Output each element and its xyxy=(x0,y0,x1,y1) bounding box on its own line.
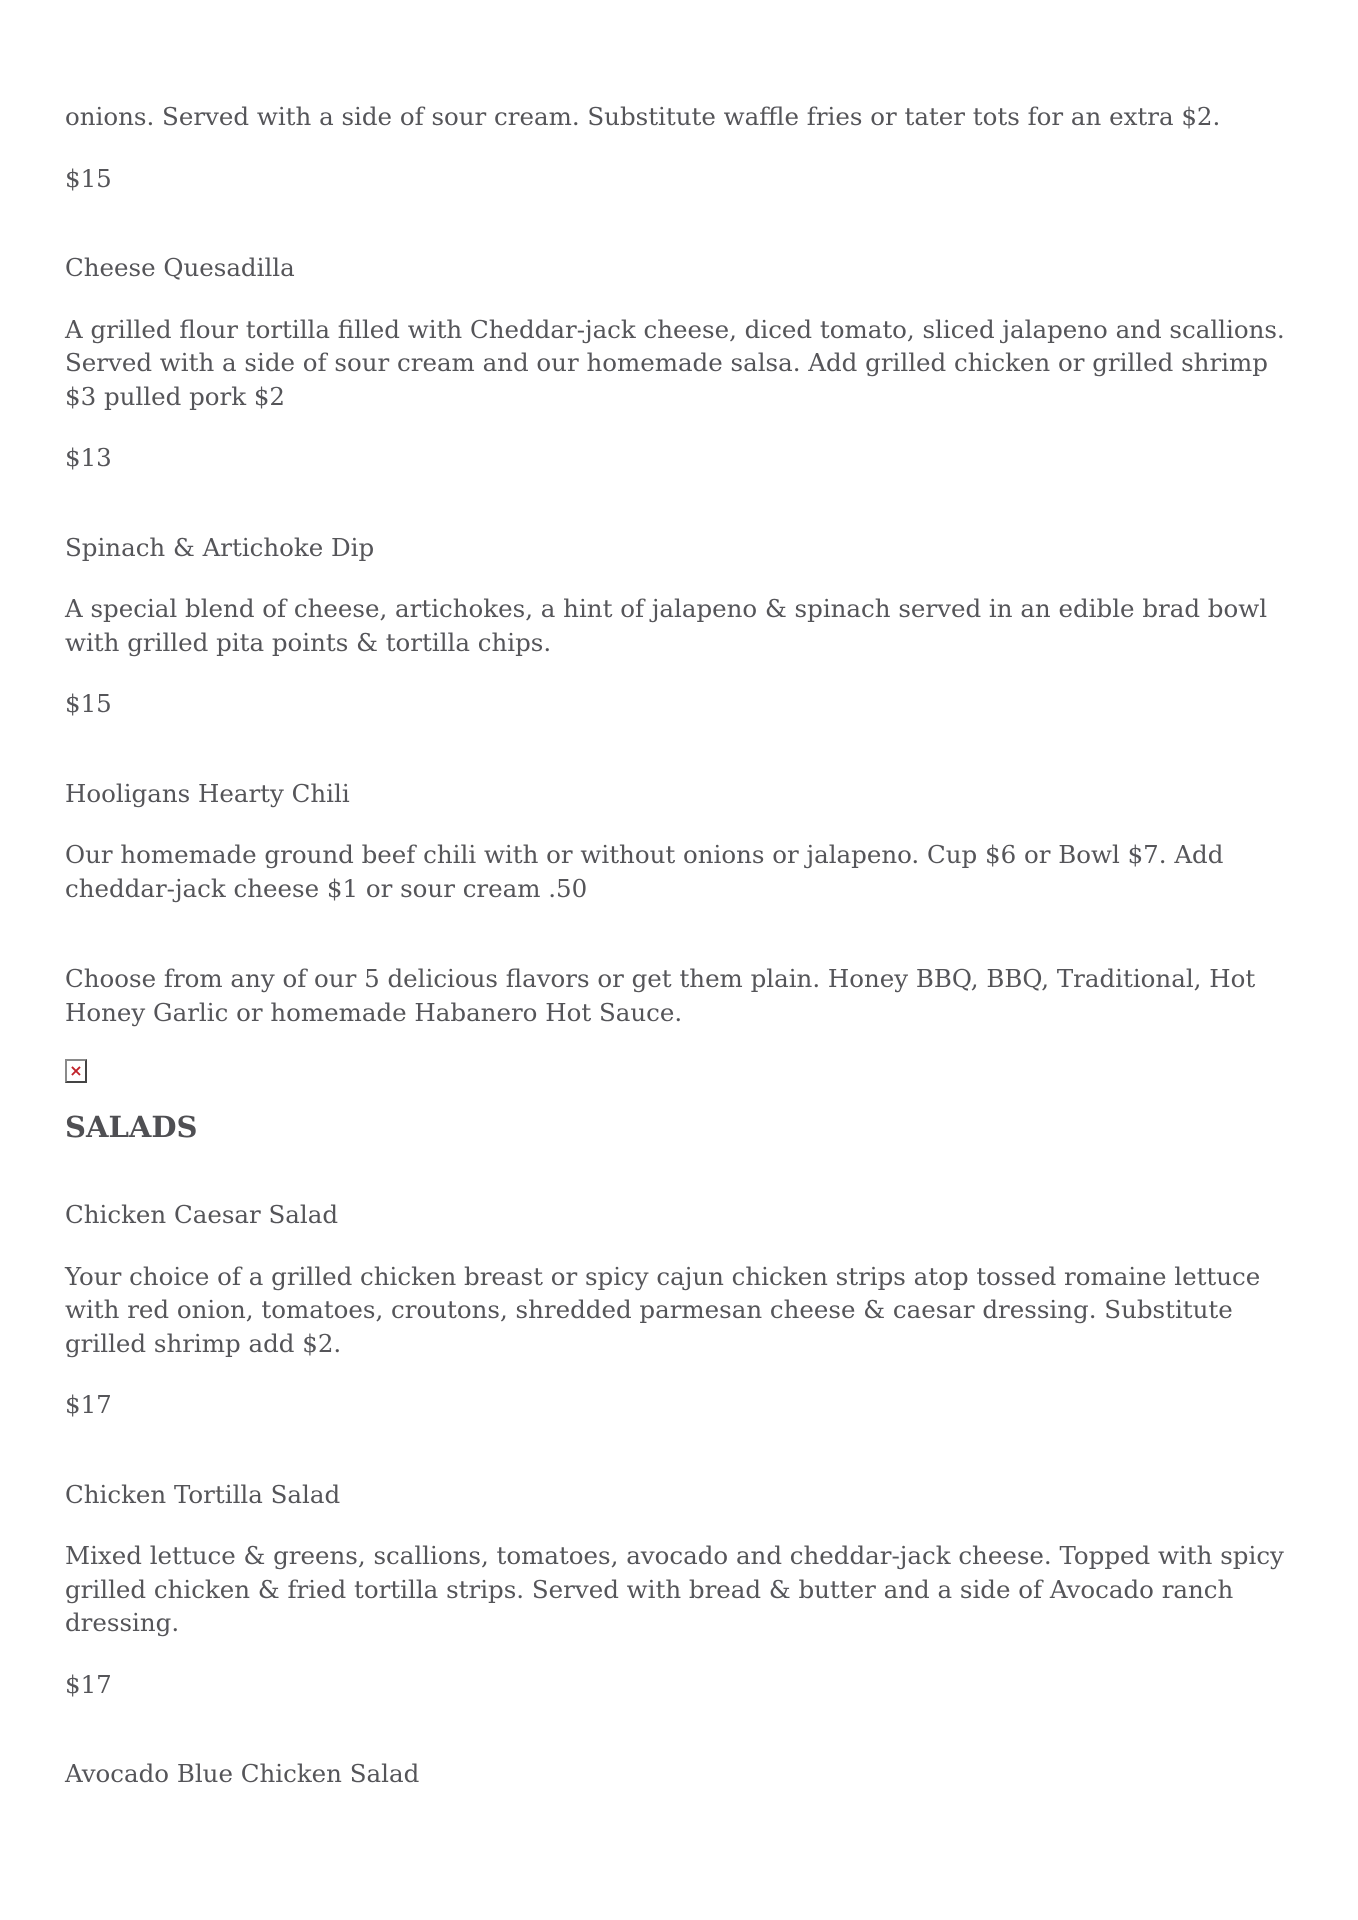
menu-item-description: A grilled flour tortilla filled with Cheddar-jack cheese, diced tomato, sliced jalapeno and scallions. Served with a side of sour cream and our homemade salsa. Add grilled chicken or grilled shrimp $3 pulled pork $2 xyxy=(65,314,1285,411)
section-title-salads: SALADS xyxy=(65,1110,198,1144)
menu-item-name: Chicken Caesar Salad xyxy=(65,1200,339,1229)
menu-page xyxy=(65,100,1305,1791)
menu-item-name: Hooligans Hearty Chili xyxy=(65,778,350,808)
menu-item-price: $17 xyxy=(65,1669,112,1699)
menu-item-name: Chicken Tortilla Salad xyxy=(65,1479,341,1509)
menu-item-description: Mixed lettuce & greens, scallions, tomatoes, avocado and cheddar-jack cheese. Topped with spicy grilled chicken & fried tortilla strips. Served with bread & butter and a side of Avocado ranch dressing. xyxy=(65,1541,1284,1637)
intro-description: onions. Served with a side of sour cream. Substitute waffle fries or tater tots for an extra $2. xyxy=(65,102,1221,131)
wings-description: Choose from any of our 5 delicious flavors or get them plain. Honey BBQ, BBQ, Traditional, Hot Honey Garlic or homemade Habanero Hot Sauce. xyxy=(65,964,1256,1027)
intro-price: $15 xyxy=(65,163,112,193)
menu-item-description: A special blend of cheese, artichokes, a hint of jalapeno & spinach served in an edible brad bowl with grilled pita points & tortilla chips. xyxy=(65,594,1268,657)
menu-item-name: Spinach & Artichoke Dip xyxy=(65,532,375,562)
menu-item-name: Avocado Blue Chicken Salad xyxy=(65,1759,420,1788)
menu-item-name: Cheese Quesadilla xyxy=(65,253,295,282)
menu-item-description: Your choice of a grilled chicken breast or spicy cajun chicken strips atop tossed romaine lettuce with red onion, tomatoes, croutons, shredded parmesan cheese & caesar dressing. Substitute grilled shrimp add $2. xyxy=(65,1261,1261,1358)
menu-item-price: $15 xyxy=(65,689,112,718)
menu-item-price: $17 xyxy=(65,1390,112,1419)
menu-item-price: $13 xyxy=(65,443,112,472)
menu-item-description: Our homemade ground beef chili with or without onions or jalapeno. Cup $6 or Bowl $7. Add cheddar-jack cheese $1 or sour cream .50 xyxy=(65,840,1224,903)
broken-image-icon: × xyxy=(65,1059,87,1083)
